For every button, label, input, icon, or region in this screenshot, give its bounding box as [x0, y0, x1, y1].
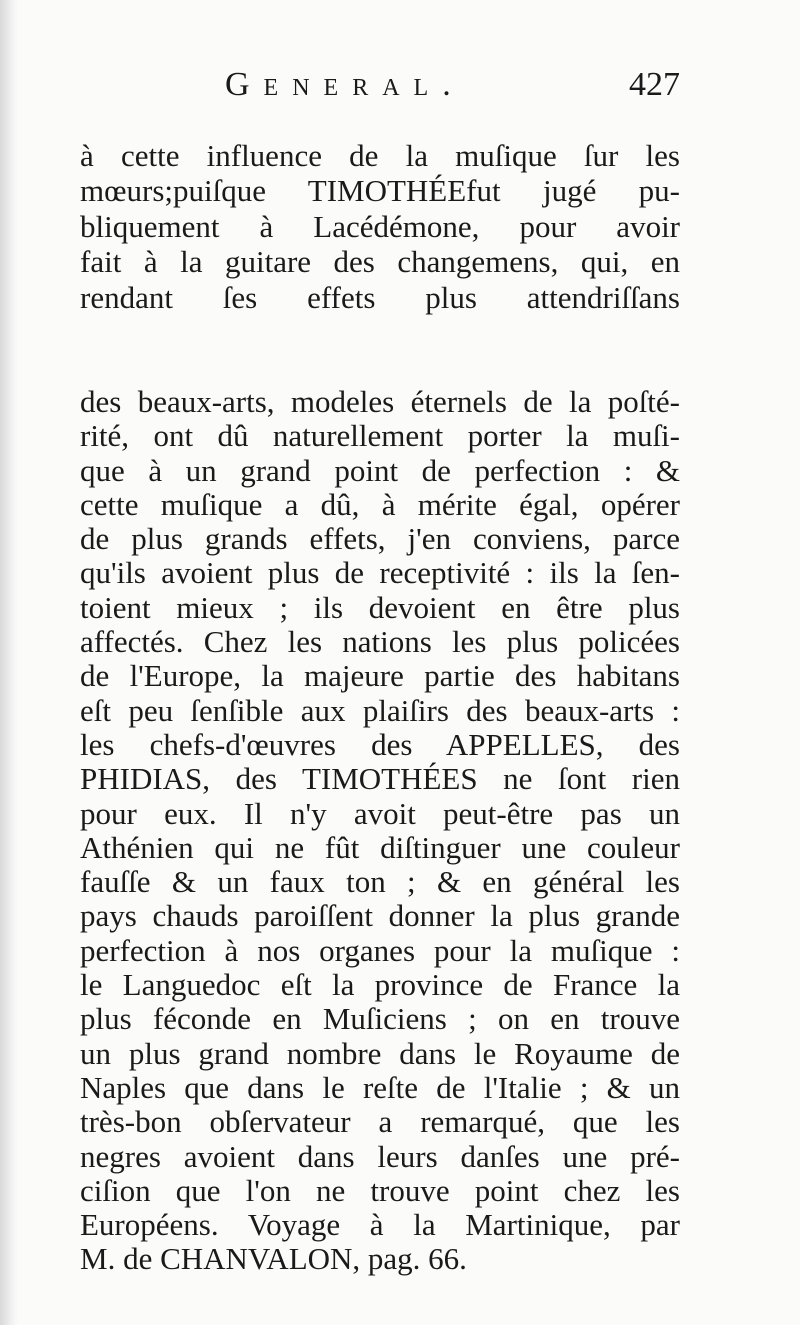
text-line: rendant ſes effets plus attendriſſans — [80, 279, 680, 315]
text-line: ciſion que l'on ne trouve point chez les — [80, 1172, 680, 1208]
page-number: 427 — [629, 66, 680, 103]
text-line: eſt peu ſenſible aux plaiſirs des beaux-arts : — [80, 692, 680, 728]
upper-paragraph — [80, 138, 680, 315]
text-line: affectés. Chez les nations les plus policées — [80, 624, 680, 660]
text-line: PHIDIAS, des TIMOTHÉES ne ſont rien — [80, 761, 680, 797]
footnote-paragraph — [80, 385, 680, 1277]
text-line: de l'Europe, la majeure partie des habitans — [80, 658, 680, 694]
text-line: des beaux-arts, modeles éternels de la poſté- — [80, 384, 680, 419]
page-edge-shadow — [0, 0, 18, 1325]
text-line: les chefs-d'œuvres des APPELLES, des — [80, 726, 680, 762]
page-header — [60, 66, 692, 116]
text-line: negres avoient dans leurs danſes une pré- — [80, 1138, 680, 1174]
text-line: pour eux. Il n'y avoit peut-être pas un — [80, 795, 680, 831]
text-line: fait à la guitare des changemens, qui, en — [80, 244, 680, 280]
text-line: à cette influence de la muſique ſur les — [80, 138, 680, 173]
text-line: plus féconde en Muſiciens ; on en trouve — [80, 1001, 680, 1037]
text-line: le Languedoc eſt la province de France la — [80, 967, 680, 1003]
text-line: perfection à nos organes pour la muſique : — [80, 932, 680, 968]
text-line: mœurs;puiſque TIMOTHÉEfut jugé pu- — [80, 173, 680, 209]
text-line: fauſſe & un faux ton ; & en général les — [80, 864, 680, 900]
text-line: Athénien qui ne fût diſtinguer une couleur — [80, 829, 680, 865]
text-line: un plus grand nombre dans le Royaume de — [80, 1035, 680, 1071]
text-line: Naples que dans le reſte de l'Italie ; & un — [80, 1069, 680, 1105]
text-line: M. de CHANVALON, pag. 66. — [80, 1241, 467, 1277]
text-line: cette muſique a dû, à mérite égal, opérer — [80, 486, 680, 522]
text-line: qu'ils avoient plus de receptivité : ils la ſen- — [80, 555, 680, 591]
text-line: pays chauds paroiſſent donner la plus grande — [80, 898, 680, 934]
text-line: bliquement à Lacédémone, pour avoir — [80, 208, 680, 244]
text-line: toient mieux ; ils devoient en être plus — [80, 589, 680, 625]
text-line: rité, ont dû naturellement porter la muſi- — [80, 418, 680, 454]
running-head: General. — [225, 66, 465, 103]
text-line: de plus grands effets, j'en conviens, parce — [80, 521, 680, 557]
text-line: que à un grand point de perfection : & — [80, 452, 680, 488]
text-line: très-bon obſervateur a remarqué, que les — [80, 1104, 680, 1140]
text-line: Européens. Voyage à la Martinique, par — [80, 1207, 680, 1243]
